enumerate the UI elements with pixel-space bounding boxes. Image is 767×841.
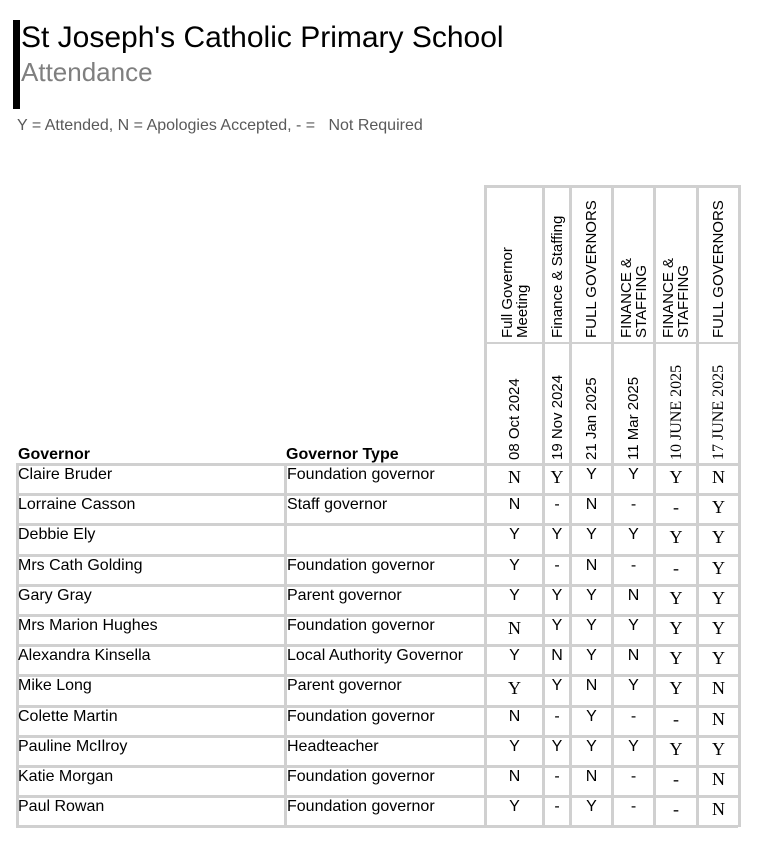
attendance-mark: N (585, 677, 598, 695)
governor-type: Staff governor (287, 496, 388, 514)
governor-name: Lorraine Casson (18, 496, 136, 514)
attendance-mark: Y (628, 526, 639, 544)
page-title: Attendance (21, 57, 153, 87)
attendance-mark: Y (551, 677, 563, 695)
attendance-mark: - (630, 496, 637, 514)
attendance-mark: - (630, 556, 637, 574)
attendance-mark: Y (712, 497, 725, 518)
attendance-mark: Y (669, 467, 683, 487)
attendance-mark: N (508, 768, 521, 785)
attendance-mark: Y (551, 586, 563, 604)
meeting-name: FULL GOVERNORS (583, 200, 600, 338)
governor-name: Pauline McIlroy (18, 737, 128, 755)
governor-name: Gary Gray (18, 586, 92, 604)
attendance-mark: Y (712, 587, 725, 608)
attendance-mark: N (712, 769, 725, 789)
governor-type: Local Authority Governor (287, 647, 464, 665)
meeting-date: 21 Jan 2025 (583, 377, 600, 460)
attendance-mark: Y (551, 617, 563, 634)
governor-name: Colette Martin (18, 707, 118, 725)
attendance-mark: Y (712, 527, 725, 548)
attendance-legend: Y = Attended, N = Apologies Accepted, - = Not Required (17, 117, 423, 134)
attendance-mark: N (585, 768, 598, 785)
governor-type: Foundation governor (287, 768, 435, 785)
attendance-mark: Y (712, 557, 725, 578)
governor-type: Foundation governor (287, 798, 435, 816)
attendance-mark: N (712, 708, 725, 729)
governor-type: Foundation governor (287, 466, 435, 483)
meeting-date: 11 Mar 2025 (625, 376, 642, 460)
governor-column-header: Governor (18, 446, 91, 463)
attendance-mark: Y (586, 707, 597, 725)
table-bottom-border (16, 825, 738, 828)
attendance-mark: Y (628, 466, 639, 483)
attendance-mark: N (508, 618, 521, 638)
attendance-mark: Y (586, 466, 597, 483)
attendance-mark: - (554, 707, 560, 725)
attendance-mark: N (712, 467, 725, 487)
attendance-mark: - (673, 497, 679, 518)
governor-type: Foundation governor (287, 556, 435, 574)
attendance-mark: Y (628, 677, 639, 695)
attendance-mark: Y (669, 618, 683, 638)
governor-name: Katie Morgan (18, 768, 114, 785)
governor-type: Foundation governor (287, 707, 435, 725)
attendance-mark: Y (669, 648, 683, 669)
attendance-mark: - (554, 556, 560, 574)
attendance-mark: N (712, 678, 725, 699)
governor-name: Mike Long (18, 677, 92, 695)
title-accent-bar (13, 20, 20, 109)
attendance-mark: Y (669, 738, 683, 759)
attendance-mark: Y (509, 647, 520, 665)
attendance-mark: Y (669, 527, 683, 548)
meeting-name: FINANCE & STAFFING (660, 257, 692, 338)
attendance-mark: - (673, 799, 679, 820)
school-name: St Joseph's Catholic Primary School (21, 21, 504, 54)
attendance-mark: Y (509, 586, 520, 604)
meeting-date: 17 JUNE 2025 (710, 364, 727, 460)
attendance-mark: Y (550, 467, 564, 487)
attendance-mark: N (627, 586, 640, 604)
attendance-mark: Y (586, 798, 597, 816)
attendance-mark: - (554, 768, 560, 785)
attendance-mark: - (554, 496, 560, 514)
attendance-mark: N (508, 707, 521, 725)
governor-name: Alexandra Kinsella (18, 647, 151, 665)
attendance-mark: Y (586, 617, 597, 634)
governor-type: Parent governor (287, 677, 402, 695)
attendance-mark: - (630, 707, 637, 725)
attendance-mark: Y (628, 737, 639, 755)
attendance-mark: Y (669, 587, 683, 608)
attendance-mark: - (673, 557, 679, 578)
attendance-mark: Y (509, 798, 520, 816)
attendance-mark: Y (586, 586, 597, 604)
governor-name: Debbie Ely (18, 526, 96, 544)
attendance-mark: N (551, 647, 563, 665)
meeting-name: FULL GOVERNORS (710, 200, 727, 338)
attendance-mark: N (508, 496, 521, 514)
governor-type: Foundation governor (287, 617, 435, 634)
meeting-name: FINANCE & STAFFING (617, 257, 650, 338)
governor-type: Headteacher (287, 737, 379, 755)
attendance-mark: Y (712, 738, 725, 759)
governor-name: Claire Bruder (18, 466, 113, 483)
attendance-mark: Y (509, 737, 520, 755)
column-divider (738, 185, 741, 827)
governor-name: Paul Rowan (18, 798, 105, 816)
attendance-mark: Y (712, 618, 725, 638)
attendance-mark: Y (586, 737, 597, 755)
meeting-date: 08 Oct 2024 (506, 378, 523, 460)
attendance-mark: Y (508, 678, 521, 699)
attendance-mark: - (630, 768, 637, 785)
attendance-mark: Y (551, 737, 563, 755)
meeting-date: 19 Nov 2024 (548, 374, 566, 460)
attendance-mark: N (627, 647, 640, 665)
governor-type: Parent governor (287, 586, 402, 604)
attendance-mark: - (554, 798, 560, 816)
meeting-date: 10 JUNE 2025 (667, 364, 685, 460)
attendance-mark: Y (586, 526, 597, 544)
attendance-mark: Y (712, 648, 725, 669)
governor-name: Mrs Cath Golding (18, 556, 143, 574)
attendance-mark: - (630, 798, 637, 816)
attendance-mark: N (585, 556, 598, 574)
governor-name: Mrs Marion Hughes (18, 617, 158, 634)
attendance-mark: Y (669, 678, 683, 699)
attendance-mark: N (585, 496, 598, 514)
attendance-mark: N (508, 467, 521, 487)
meeting-name: Finance & Staffing (548, 215, 566, 338)
attendance-mark: - (673, 769, 679, 789)
attendance-mark: Y (551, 526, 563, 544)
meeting-name: Full Governor Meeting (498, 247, 531, 338)
attendance-mark: N (712, 799, 725, 820)
attendance-mark: - (673, 708, 679, 729)
governor-type-column-header: Governor Type (286, 446, 399, 463)
attendance-mark: Y (509, 526, 520, 544)
attendance-mark: Y (509, 556, 520, 574)
attendance-mark: Y (586, 647, 597, 665)
attendance-mark: Y (628, 617, 639, 634)
